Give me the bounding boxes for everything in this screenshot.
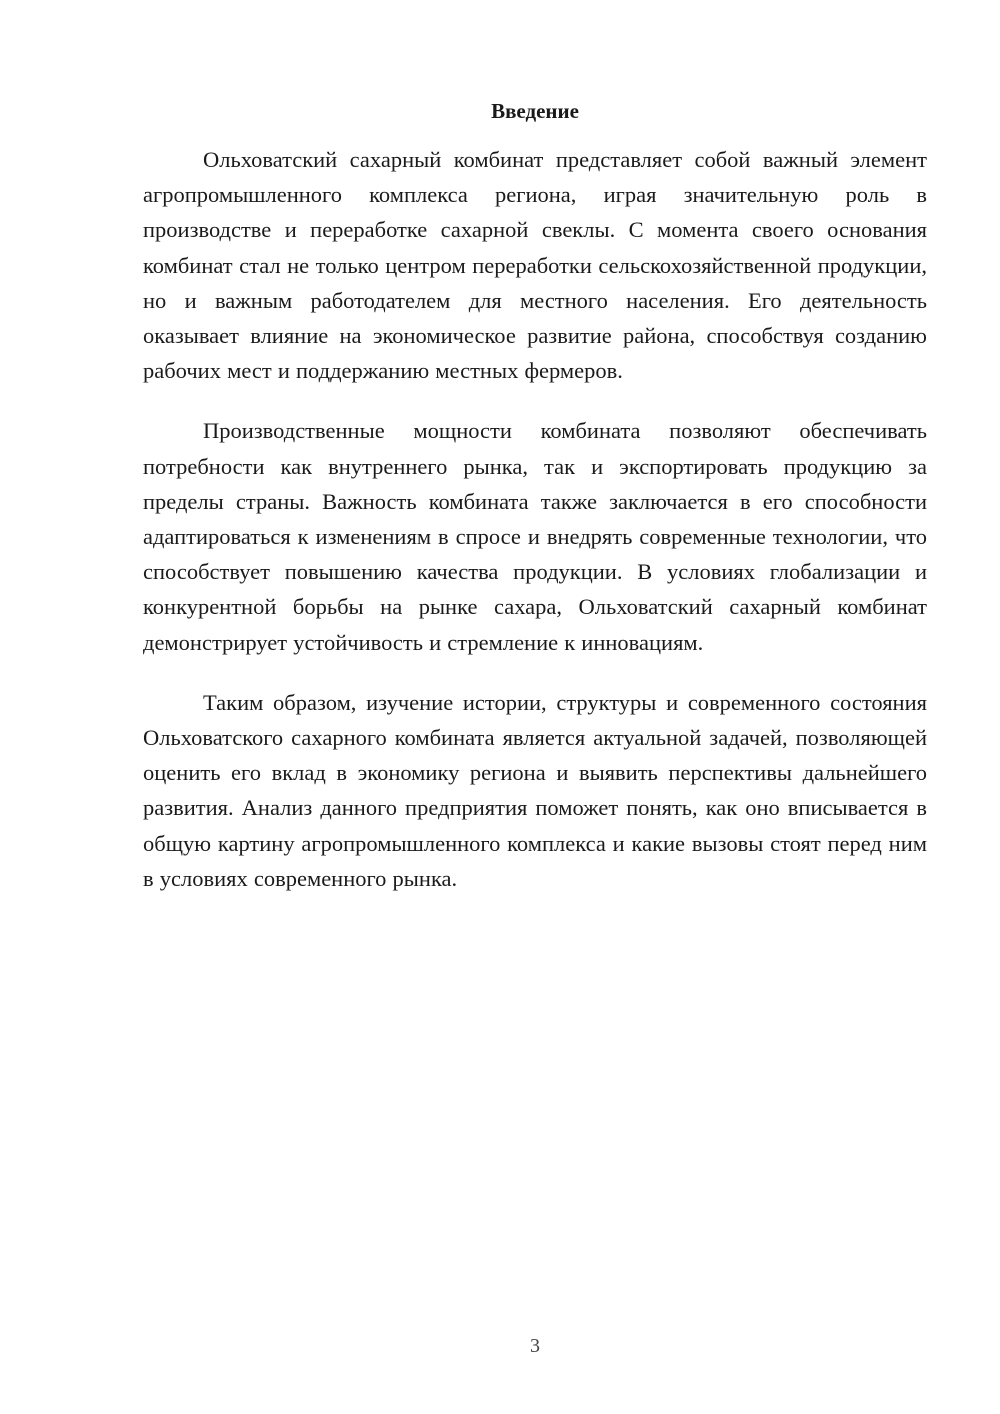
paragraph-capacity: Производственные мощности комбината позволяют обеспечивать потребности как внутреннего рынка, так и экспортировать продукцию за пределы страны. Важность комбината также заключается в его способности адаптироваться к изменениям в спросе и внедрять современные технологии, что способствует повышению качества продукции. В условиях глобализации и конкурентной борьбы на рынке сахара, Ольховатский сахарный комбинат демонстрирует устойчивость и стремление к инновациям. (143, 418, 927, 655)
body-text (143, 142, 927, 921)
paragraph-conclusion: Таким образом, изучение истории, структуры и современного состояния Ольховатского сахарного комбината является актуальной задачей, позволяющей оценить его вклад в экономику региона и выявить перспективы дальнейшего развития. Анализ данного предприятия поможет понять, как оно вписывается в общую картину агропромышленного комплекса и какие вызовы стоят перед ним в условиях современного рынка. (143, 689, 927, 891)
page-number: 3 (530, 1335, 540, 1357)
section-heading: Введение (491, 99, 579, 123)
paragraph-intro: Ольховатский сахарный комбинат представляет собой важный элемент агропромышленного комплекса региона, играя значительную роль в производстве и переработке сахарной свеклы. С момента своего основания комбинат стал не только центром переработки сельскохозяйственной продукции, но и важным работодателем для местного населения. Его деятельность оказывает влияние на экономическое развитие района, способствуя созданию рабочих мест и поддержанию местных фермеров. (143, 147, 927, 384)
